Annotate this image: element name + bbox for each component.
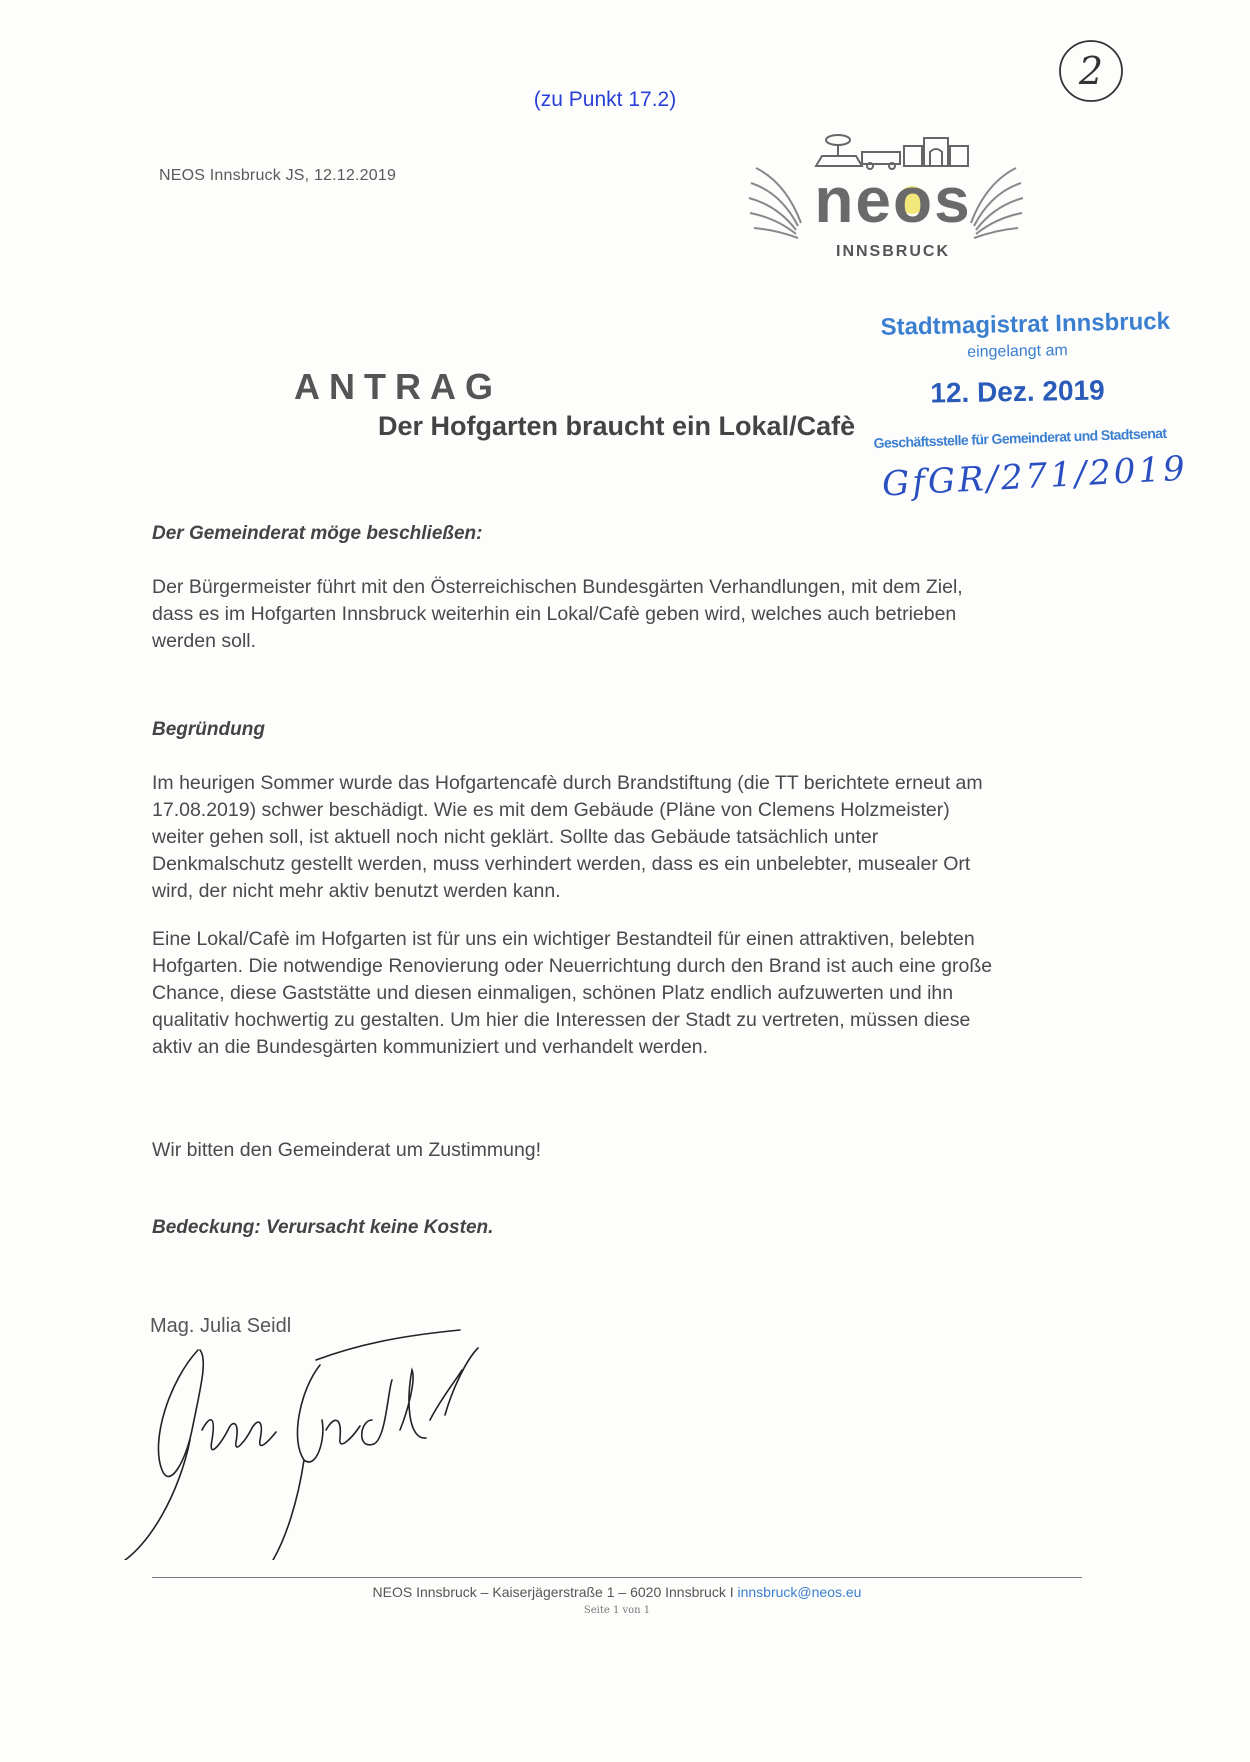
left-wing-icon	[749, 168, 801, 238]
document-type: ANTRAG	[294, 366, 502, 407]
footer-address-text: NEOS Innsbruck – Kaiserjägerstraße 1 – 6020 Innsbruck I	[372, 1584, 738, 1600]
closing-request: Wir bitten den Gemeinderat um Zustimmung!	[152, 1139, 542, 1161]
coverage-statement: Bedeckung: Verursacht keine Kosten.	[152, 1217, 494, 1238]
text-line: Eine Lokal/Cafè im Hofgarten ist für uns ein wichtiger Bestandteil für einen attraktiven, belebten	[152, 928, 975, 950]
text-line: weiter gehen soll, ist aktuell noch nicht geklärt. Sollte das Gebäude tatsächlich unter	[152, 826, 879, 848]
handwritten-signature	[90, 1320, 540, 1560]
reason-paragraph-1	[152, 770, 1082, 905]
resolution-heading: Der Gemeinderat möge beschließen:	[152, 523, 483, 544]
stamp-date: 12. Dez. 2019	[930, 374, 1105, 409]
signer-name: Mag. Julia Seidl	[150, 1315, 292, 1337]
text-line: dass es im Hofgarten Innsbruck weiterhin ein Lokal/Cafè geben wird, welches auch betrieben	[152, 603, 957, 625]
text-line: Denkmalschutz gestellt werden, muss verhindert werden, dass es ein unbelebter, musealer Ort	[152, 853, 971, 875]
text-line: 17.08.2019) schwer beschädigt. Wie es mit dem Gebäude (Pläne von Clemens Holzmeister)	[152, 799, 950, 821]
agenda-reference: (zu Punkt 17.2)	[533, 88, 677, 111]
text-line: Der Bürgermeister führt mit den Österreichischen Bundesgärten Verhandlungen, mit dem Ziel,	[152, 576, 963, 598]
logo-subtitle: INNSBRUCK	[836, 243, 950, 260]
page-number: Seite 1 von 1	[583, 1605, 651, 1616]
stamp-title: Stadtmagistrat Innsbruck	[880, 307, 1171, 341]
stamp-received-label: eingelangt am	[967, 342, 1068, 361]
right-wing-icon	[971, 168, 1023, 238]
footer-email[interactable]: innsbruck@neos.eu	[737, 1584, 862, 1600]
text-line: aktiv an die Bundesgärten kommuniziert und verhandelt werden.	[152, 1036, 709, 1058]
logo-wordmark: neos	[814, 164, 972, 236]
reason-heading: Begründung	[152, 719, 265, 740]
text-line: Chance, diese Gaststätte und diesen einmaligen, schönen Platz endlich aufzuwerten und ihn	[152, 982, 954, 1004]
page-marker-circle	[1055, 34, 1127, 106]
stamp-office: Geschäftsstelle für Gemeinderat und Stadtsenat	[873, 424, 1167, 452]
stamp-file-number: GfGR/271/2019	[881, 448, 1189, 505]
footer-divider	[152, 1577, 1082, 1578]
sender-date-line: NEOS Innsbruck JS, 12.12.2019	[159, 167, 397, 184]
document-title: Der Hofgarten braucht ein Lokal/Cafè	[378, 411, 856, 441]
footer-address	[152, 1584, 1082, 1600]
text-line: Hofgarten. Die notwendige Renovierung oder Neuerrichtung durch den Brand ist auch eine große	[152, 955, 993, 977]
reason-paragraph-2	[152, 926, 1082, 1061]
text-line: werden soll.	[152, 630, 257, 652]
resolution-text	[152, 574, 1082, 655]
page-marker-number: 2	[1078, 49, 1104, 93]
text-line: wird, der nicht mehr aktiv benutzt werden kann.	[152, 880, 561, 902]
text-line: Im heurigen Sommer wurde das Hofgartencafè durch Brandstiftung (die TT berichtete erneut am	[152, 772, 983, 794]
text-line: qualitativ hochwertig zu gestalten. Um hier die Interessen der Stadt zu vertreten, müssen diese	[152, 1009, 971, 1031]
